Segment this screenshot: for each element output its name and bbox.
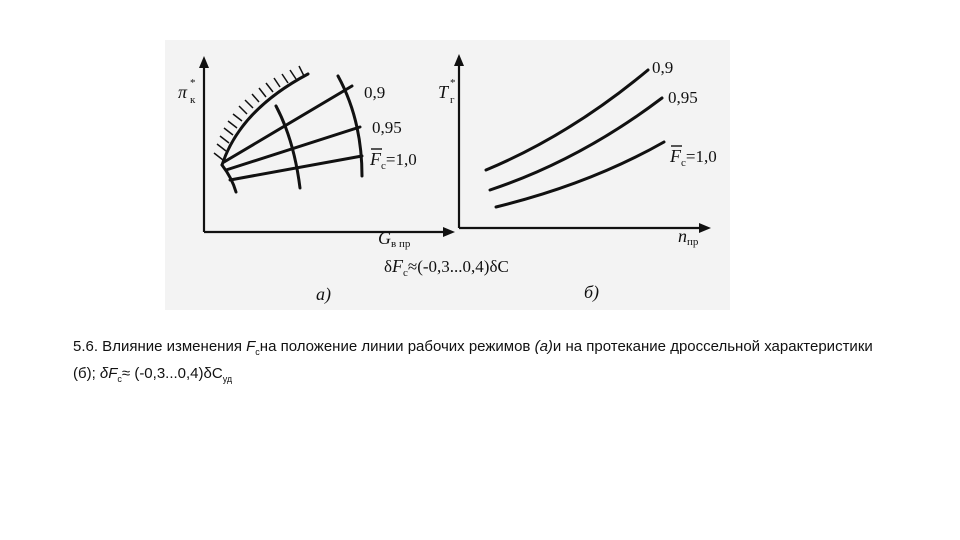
panel-a-label-0-95: 0,95 <box>372 118 402 137</box>
caption-c-sub: уд <box>222 374 233 384</box>
caption-delta-f-sub: c <box>117 374 122 384</box>
panel-a-letter: а) <box>316 284 331 304</box>
caption-delta-f: δF <box>99 365 118 382</box>
panel-a-label-fc: $F_с=1,0$ <box>370 149 417 172</box>
panel-b-label-0-9: 0,9 <box>652 58 674 77</box>
panel-b-y-sup: * <box>450 77 456 89</box>
panel-a-label-0-9: 0,9 <box>364 83 386 102</box>
panel-b-y-sub: г <box>450 94 455 106</box>
caption-part2: на положение линии рабочих режимов <box>259 338 535 355</box>
caption-f-sub: c <box>255 347 260 357</box>
figure-caption <box>73 336 893 390</box>
panel-b-x-label: nпр <box>678 226 699 248</box>
panel-a-y-label: π <box>178 82 188 102</box>
caption-part3: и на протекание дроссельной характеристики (б); <box>73 338 873 382</box>
caption-part1: 5.6. Влияние изменения <box>73 338 247 355</box>
panel-b-label-fc: $F_с=1,0$ <box>670 146 717 169</box>
caption-part4: ≈ (-0,3...0,4)δC <box>121 365 223 382</box>
panel-b-label-0-95: 0,95 <box>668 88 698 107</box>
panel-b-y-label: T <box>438 82 449 102</box>
formula: $\delta F_c\approx(-0,3...0,4)\delta C$ <box>384 256 509 279</box>
caption-a-ref: (a) <box>534 338 553 355</box>
panel-a-y-sub: к <box>190 94 196 106</box>
panel-b-letter: б) <box>584 282 600 302</box>
panel-a-y-sup: * <box>190 77 196 89</box>
caption-f-symbol: F <box>246 338 256 355</box>
panel-a-x-label: Gв пр <box>378 228 411 250</box>
